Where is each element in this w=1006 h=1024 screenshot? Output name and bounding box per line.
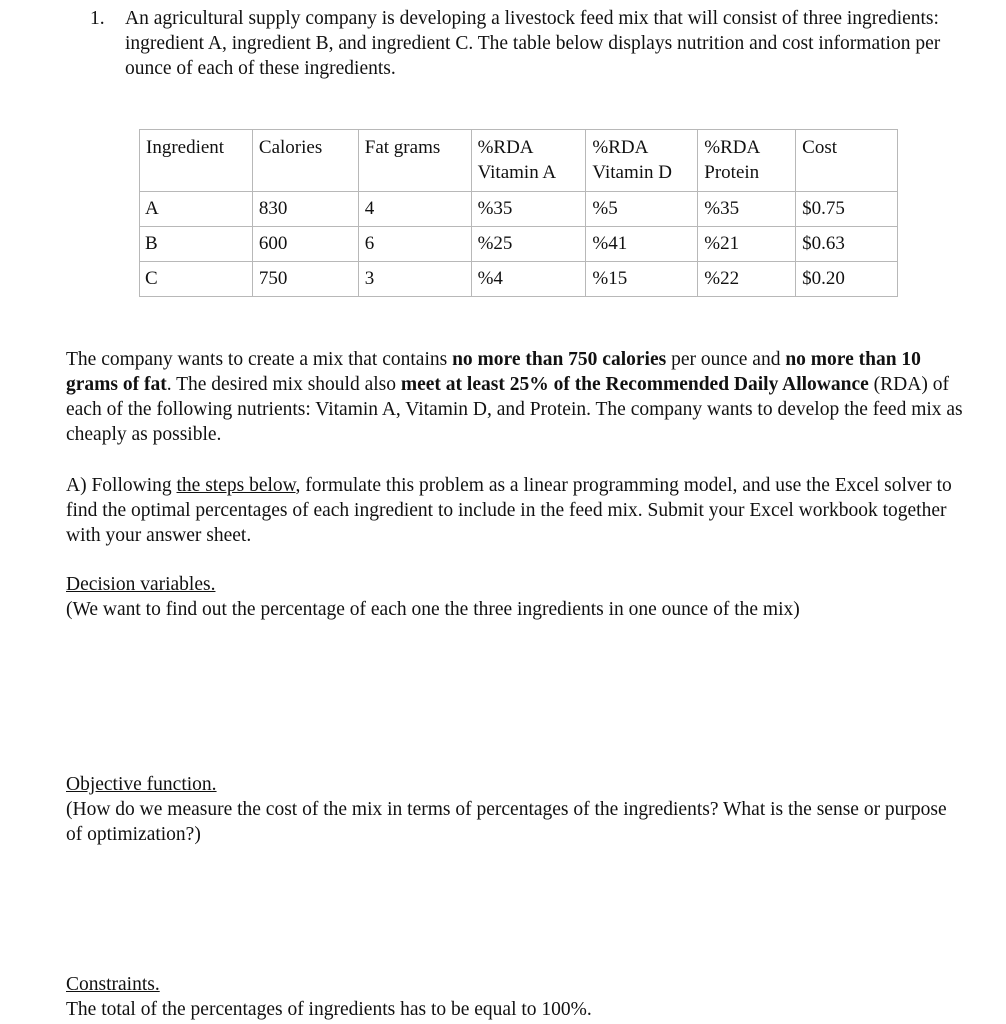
constraints-text: The total of the percentages of ingredients has to be equal to 100%. — [66, 999, 592, 1020]
cell-ingredient: C — [140, 262, 253, 297]
objective-function-heading: Objective function. — [66, 774, 217, 795]
cell-vitamin-d: %15 — [586, 262, 698, 297]
header-fat: Fat grams — [358, 130, 471, 192]
decision-variables-heading: Decision variables. — [66, 574, 216, 595]
cell-protein: %21 — [698, 227, 796, 262]
question-intro — [90, 6, 980, 81]
cell-ingredient: B — [140, 227, 253, 262]
decision-variables-text: (We want to find out the percentage of each one the three ingredients in one ounce of the mix) — [66, 599, 800, 620]
header-ingredient: Ingredient — [140, 130, 253, 192]
header-vitamin-d: %RDA Vitamin D — [586, 130, 698, 192]
objective-function-text: (How do we measure the cost of the mix in terms of percentages of the ingredients? What is the sense or purpose of optimization?) — [66, 799, 947, 845]
table-row — [140, 227, 898, 262]
header-protein: %RDA Protein — [698, 130, 796, 192]
task-paragraph: A) Following the steps below, formulate this problem as a linear programming model, and use the Excel solver to find the optimal percentages of each ingredient to include in the feed mix. Submit your Excel workbook together with your answer sheet. — [66, 475, 952, 546]
cell-cost: $0.20 — [796, 262, 898, 297]
table-header-row — [140, 130, 898, 192]
table-row — [140, 192, 898, 227]
objective-function-section — [66, 772, 966, 847]
requirements-paragraph: The company wants to create a mix that contains no more than 750 calories per ounce and no more than 10 grams of fat. The desired mix should also meet at least 25% of the Recommended Daily Allowance (RDA) of each of the following nutrients: Vitamin A, Vitamin D, and Protein. The company wants to develop the feed mix as cheaply as possible. — [66, 349, 963, 445]
cell-ingredient: A — [140, 192, 253, 227]
cell-vitamin-d: %41 — [586, 227, 698, 262]
header-calories: Calories — [252, 130, 358, 192]
cell-calories: 750 — [252, 262, 358, 297]
cell-calories: 600 — [252, 227, 358, 262]
steps-below-link: the steps below — [176, 475, 296, 496]
cell-vitamin-a: %4 — [471, 262, 586, 297]
cell-vitamin-a: %25 — [471, 227, 586, 262]
nutrition-table — [139, 129, 898, 297]
table-row — [140, 262, 898, 297]
cell-vitamin-d: %5 — [586, 192, 698, 227]
cell-fat: 3 — [358, 262, 471, 297]
cell-cost: $0.75 — [796, 192, 898, 227]
cell-protein: %22 — [698, 262, 796, 297]
constraints-section — [66, 972, 966, 1022]
decision-variables-section — [66, 572, 966, 622]
question-text: An agricultural supply company is developing a livestock feed mix that will consist of three ingredients: ingredient A, ingredient B, and ingredient C. The table below displays nutrition and cost information per ounce of each of these ingredients. — [125, 8, 941, 79]
cell-fat: 4 — [358, 192, 471, 227]
cell-fat: 6 — [358, 227, 471, 262]
cell-vitamin-a: %35 — [471, 192, 586, 227]
cell-calories: 830 — [252, 192, 358, 227]
cell-cost: $0.63 — [796, 227, 898, 262]
header-vitamin-a: %RDA Vitamin A — [471, 130, 586, 192]
constraints-heading: Constraints. — [66, 974, 160, 995]
question-number: 1. — [90, 8, 105, 29]
cell-protein: %35 — [698, 192, 796, 227]
header-cost: Cost — [796, 130, 898, 192]
